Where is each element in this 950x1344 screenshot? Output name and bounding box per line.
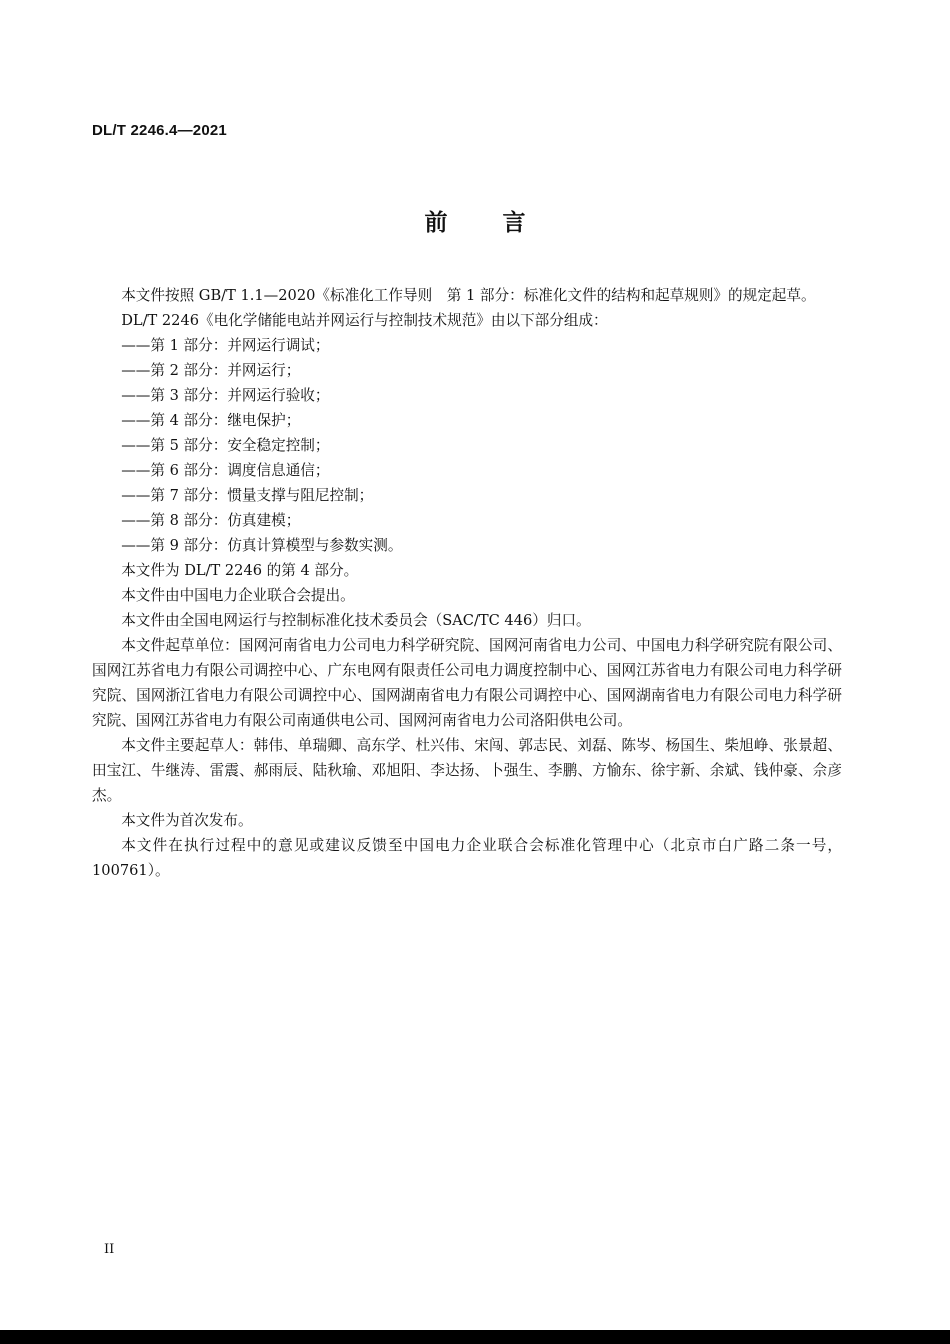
list-item-part-6: ——第 6 部分：调度信息通信；	[121, 462, 330, 479]
list-item-part-9: ——第 9 部分：仿真计算模型与参数实测。	[121, 537, 403, 554]
foreword-body	[92, 283, 842, 883]
page-bottom-edge	[0, 1330, 950, 1344]
list-item-part-3: ——第 3 部分：并网运行验收；	[121, 387, 330, 404]
paragraph-parts-intro: DL/T 2246《电化学储能电站并网运行与控制技术规范》由以下部分组成：	[121, 312, 608, 329]
document-code: DL/T 2246.4—2021	[92, 122, 227, 139]
page-number: II	[104, 1242, 115, 1257]
list-item-part-5: ——第 5 部分：安全稳定控制；	[121, 437, 330, 454]
list-item-part-7: ——第 7 部分：惯量支撑与阻尼控制；	[121, 487, 374, 504]
list-item-part-2: ——第 2 部分：并网运行；	[121, 362, 301, 379]
paragraph-drafting-rules: 本文件按照 GB/T 1.1—2020《标准化工作导则 第 1 部分：标准化文件的结构和起草规则》的规定起草。	[121, 287, 816, 304]
list-item-part-4: ——第 4 部分：继电保护；	[121, 412, 301, 429]
paragraph-drafting-units: 本文件起草单位：国网河南省电力公司电力科学研究院、国网河南省电力公司、中国电力科学研究院有限公司、国网江苏省电力有限公司调控中心、广东电网有限责任公司电力调度控制中心、国网江苏省电力有限公司电力科学研究院、国网浙江省电力有限公司调控中心、国网湖南省电力有限公司调控中心、国网湖南省电力有限公司电力科学研究院、国网江苏省电力有限公司南通供电公司、国网河南省电力公司洛阳供电公司。	[92, 637, 842, 729]
paragraph-part-statement: 本文件为 DL/T 2246 的第 4 部分。	[121, 562, 359, 579]
paragraph-centralized-by: 本文件由全国电网运行与控制标准化技术委员会（SAC/TC 446）归口。	[121, 612, 591, 629]
list-item-part-1: ——第 1 部分：并网运行调试；	[121, 337, 330, 354]
list-item-part-8: ——第 8 部分：仿真建模；	[121, 512, 301, 529]
paragraph-proposed-by: 本文件由中国电力企业联合会提出。	[121, 587, 355, 604]
paragraph-first-release: 本文件为首次发布。	[121, 812, 253, 829]
page-title: 前言	[424, 210, 581, 236]
paragraph-feedback: 本文件在执行过程中的意见或建议反馈至中国电力企业联合会标准化管理中心（北京市白广路二条一号，100761）。	[92, 837, 842, 879]
paragraph-drafters: 本文件主要起草人：韩伟、单瑞卿、高东学、杜兴伟、宋闯、郭志民、刘磊、陈岑、杨国生、柴旭峥、张景超、田宝江、牛继涛、雷震、郝雨辰、陆秋瑜、邓旭阳、李达扬、卜强生、李鹏、方愉东、徐宇新、余斌、钱仲豪、佘彦杰。	[92, 737, 842, 804]
